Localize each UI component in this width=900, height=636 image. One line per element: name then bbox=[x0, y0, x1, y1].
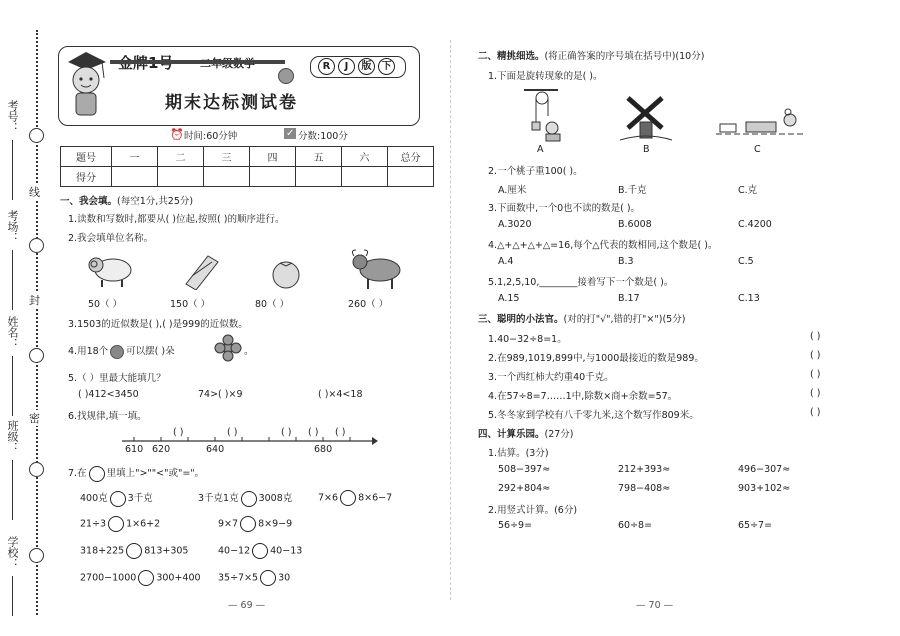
section-1-title: 一、我会填。 bbox=[60, 196, 118, 207]
seal-char-mi: 密 bbox=[29, 412, 40, 425]
page-number-right: — 70 — bbox=[636, 600, 674, 611]
table-cell: 三 bbox=[204, 147, 250, 167]
banner-bar bbox=[110, 60, 285, 64]
option[interactable]: A.4 bbox=[498, 256, 514, 267]
circle-piece-icon bbox=[110, 345, 124, 359]
q1-5a[interactable]: ( )412<3450 bbox=[78, 389, 139, 400]
option[interactable]: A.厘米 bbox=[498, 185, 527, 196]
q1-5b[interactable]: 74>( )×9 bbox=[198, 389, 243, 400]
numline-blank[interactable]: ( ) bbox=[335, 427, 346, 438]
cmp-right: 8×6−7 bbox=[358, 492, 393, 504]
binding-hole bbox=[29, 348, 44, 363]
eraser-illustration bbox=[178, 250, 222, 290]
cmp-left: 2700−1000 bbox=[80, 572, 137, 584]
score-table-score-row bbox=[61, 167, 434, 187]
clock-icon: ⏰ bbox=[170, 128, 184, 141]
numline-label: 640 bbox=[206, 444, 225, 455]
circle-blank-icon bbox=[89, 466, 105, 482]
page-divider bbox=[450, 40, 451, 600]
flower-icon bbox=[212, 334, 244, 362]
estimate-item[interactable]: 903+102≈ bbox=[738, 483, 791, 494]
mouse-truck-illustration bbox=[716, 108, 806, 142]
score-cell[interactable] bbox=[250, 167, 296, 187]
compare-circle[interactable] bbox=[126, 543, 142, 559]
score-cell[interactable] bbox=[158, 167, 204, 187]
score-cell[interactable] bbox=[388, 167, 434, 187]
q1-3: 3.1503的近似数是( ),( )是999的近似数。 bbox=[68, 319, 248, 330]
option[interactable]: C.5 bbox=[738, 256, 754, 267]
estimate-item[interactable]: 212+393≈ bbox=[618, 464, 671, 475]
numline-label: 680 bbox=[314, 444, 333, 455]
q1-5: 5.（ ）里最大能填几？ bbox=[68, 373, 166, 384]
judge-item: 3.一个西红柿大约重40千克。 bbox=[488, 372, 614, 383]
q1-7-text-a: 7.在 bbox=[68, 468, 87, 479]
compare-circle[interactable] bbox=[241, 491, 257, 507]
estimate-item[interactable]: 292+804≈ bbox=[498, 483, 551, 494]
option[interactable]: B.3 bbox=[618, 256, 634, 267]
exam-room-field[interactable] bbox=[12, 250, 13, 310]
compare-circle[interactable] bbox=[240, 516, 256, 532]
numline-label: 610 bbox=[125, 444, 144, 455]
unit-blank-ox[interactable]: 260（ ） bbox=[348, 299, 389, 310]
compare-circle[interactable] bbox=[110, 491, 126, 507]
cmp-right: 30 bbox=[278, 572, 291, 584]
table-cell: 二 bbox=[158, 147, 204, 167]
judge-blank[interactable]: ( ) bbox=[810, 369, 821, 380]
cmp-left: 400克 bbox=[80, 493, 108, 504]
numline-blank[interactable]: ( ) bbox=[227, 427, 238, 438]
cmp-right: 3千克 bbox=[127, 493, 153, 504]
cmp-left: 35÷7×5 bbox=[218, 572, 259, 584]
estimate-item[interactable]: 508−397≈ bbox=[498, 464, 551, 475]
school-field[interactable] bbox=[12, 576, 13, 616]
q2-5: 5.1,2,5,10,________接着写下一个数是( )。 bbox=[488, 277, 674, 288]
option[interactable]: A.15 bbox=[498, 293, 520, 304]
binding-dotted-line bbox=[36, 30, 38, 615]
compare-circle[interactable] bbox=[108, 516, 124, 532]
option[interactable]: A.3020 bbox=[498, 219, 532, 230]
compare-circle[interactable] bbox=[252, 543, 268, 559]
class-field[interactable] bbox=[12, 460, 13, 520]
judge-blank[interactable]: ( ) bbox=[810, 407, 821, 418]
section-4-note: (27分) bbox=[544, 429, 574, 440]
q1-4-text-b: 可以摆( )朵 bbox=[126, 346, 175, 357]
estimate-item[interactable]: 496−307≈ bbox=[738, 464, 791, 475]
score-table-header-row bbox=[61, 147, 434, 167]
numline-blank[interactable]: ( ) bbox=[173, 427, 184, 438]
q1-1: 1.读数和写数时,都要从( )位起,按照( )的顺序进行。 bbox=[68, 214, 285, 225]
seal-char-feng: 封 bbox=[29, 294, 40, 307]
cmp-right: 300+400 bbox=[156, 572, 201, 584]
compare-circle[interactable] bbox=[260, 570, 276, 586]
class-label: 班级： bbox=[6, 420, 19, 453]
judge-blank[interactable]: ( ) bbox=[810, 350, 821, 361]
table-cell: 题号 bbox=[61, 147, 112, 167]
cmp-right: 1×6+2 bbox=[126, 518, 161, 530]
judge-item: 2.在989,1019,899中,与1000最接近的数是989。 bbox=[488, 353, 704, 364]
edition-badge: J bbox=[338, 58, 355, 75]
cmp-right: 3008克 bbox=[258, 493, 293, 504]
section-2-note: (将正确答案的序号填在括号中)(10分) bbox=[544, 51, 705, 62]
option[interactable]: B.千克 bbox=[618, 185, 647, 196]
section-2-title: 二、精挑细选。 bbox=[478, 51, 545, 62]
cmp-left: 21÷3 bbox=[80, 518, 107, 530]
cmp-right: 40−13 bbox=[270, 545, 303, 557]
score-cell[interactable] bbox=[112, 167, 158, 187]
name-label: 姓名： bbox=[6, 316, 19, 349]
cmp-right: 8×9−9 bbox=[258, 518, 293, 530]
binding-hole bbox=[29, 128, 44, 143]
table-cell: 得分 bbox=[61, 167, 112, 187]
judge-item: 1.40−32÷8=1。 bbox=[488, 334, 567, 345]
division-item[interactable]: 65÷7= bbox=[738, 520, 773, 531]
table-cell: 四 bbox=[250, 147, 296, 167]
binding-hole bbox=[29, 462, 44, 477]
q1-5c[interactable]: ( )×4<18 bbox=[318, 389, 363, 400]
option[interactable]: C.克 bbox=[738, 185, 758, 196]
unit-blank-tomato[interactable]: 80（ ） bbox=[255, 299, 290, 310]
graduate-girl-illustration bbox=[62, 48, 112, 120]
check-icon: ✓ bbox=[286, 128, 295, 139]
ox-illustration bbox=[350, 248, 406, 290]
school-label: 学校： bbox=[6, 536, 19, 569]
option-c-label: C bbox=[754, 144, 761, 155]
division-item[interactable]: 60÷8= bbox=[618, 520, 653, 531]
tomato-illustration bbox=[268, 256, 304, 290]
q2-4: 4.△+△+△+△=16,每个△代表的数相同,这个数是( )。 bbox=[488, 240, 718, 251]
compare-circle[interactable] bbox=[138, 570, 154, 586]
time-limit: 时间:60分钟 bbox=[184, 131, 238, 142]
seal-char-xian: 线 bbox=[29, 186, 40, 199]
q1-6: 6.找规律,填一填。 bbox=[68, 411, 147, 422]
q1-4-text-a: 4.用18个 bbox=[68, 346, 109, 357]
page-number-left: — 69 — bbox=[228, 600, 266, 611]
judge-blank[interactable]: ( ) bbox=[810, 388, 821, 399]
section-3-title: 三、聪明的小法官。 bbox=[478, 314, 564, 325]
banner-knob bbox=[278, 68, 294, 84]
estimate-item[interactable]: 798−408≈ bbox=[618, 483, 671, 494]
full-score: 分数:100分 bbox=[298, 131, 348, 142]
judge-blank[interactable]: ( ) bbox=[810, 331, 821, 342]
judge-item: 4.在57÷8=7……1中,除数×商+余数=57。 bbox=[488, 391, 678, 402]
section-1-note: (每空1分,共25分) bbox=[117, 196, 194, 207]
cmp-left: 9×7 bbox=[218, 518, 239, 530]
q4-2: 2.用竖式计算。(6分) bbox=[488, 505, 578, 516]
q2-1: 1.下面是旋转现象的是( )。 bbox=[488, 71, 603, 82]
table-cell: 一 bbox=[112, 147, 158, 167]
score-table bbox=[60, 146, 434, 187]
compare-circle[interactable] bbox=[340, 490, 356, 506]
table-cell: 总分 bbox=[388, 147, 434, 167]
cmp-left: 3千克1克 bbox=[198, 493, 239, 504]
cmp-right: 813+305 bbox=[144, 545, 189, 557]
name-field[interactable] bbox=[12, 356, 13, 416]
option[interactable]: C.4200 bbox=[738, 219, 772, 230]
numline-label: 620 bbox=[152, 444, 171, 455]
division-item[interactable]: 56÷9= bbox=[498, 520, 533, 531]
score-cell[interactable] bbox=[342, 167, 388, 187]
option-b-label: B bbox=[643, 144, 650, 155]
unit-blank-eraser[interactable]: 150（ ） bbox=[170, 299, 211, 310]
q1-2: 2.我会填单位名称。 bbox=[68, 233, 154, 244]
exam-room-label: 考场： bbox=[6, 210, 19, 243]
binding-hole bbox=[29, 548, 44, 563]
edition-badge: 下 bbox=[378, 58, 395, 75]
option[interactable]: B.6008 bbox=[618, 219, 652, 230]
pulley-cat-illustration bbox=[522, 86, 562, 142]
q2-2: 2.一个桃子重100( )。 bbox=[488, 166, 583, 177]
section-3-note: (对的打"√",错的打"×")(5分) bbox=[563, 314, 686, 325]
score-cell[interactable] bbox=[204, 167, 250, 187]
sheep-illustration bbox=[88, 250, 138, 288]
q2-3: 3.下面数中,一个0也不读的数是( )。 bbox=[488, 203, 641, 214]
page-title: 期末达标测试卷 bbox=[165, 93, 298, 113]
unit-blank-sheep[interactable]: 50（ ） bbox=[88, 299, 123, 310]
section-4-title: 四、计算乐园。 bbox=[478, 429, 545, 440]
score-cell[interactable] bbox=[296, 167, 342, 187]
option-a-label: A bbox=[537, 144, 544, 155]
exam-number-label: 考号： bbox=[6, 100, 19, 133]
cmp-left: 318+225 bbox=[80, 545, 125, 557]
numline-blank[interactable]: ( ) bbox=[281, 427, 292, 438]
edition-badge: R bbox=[318, 58, 335, 75]
judge-item: 5.冬冬家到学校有八千零九米,这个数写作809米。 bbox=[488, 410, 699, 421]
numline-blank[interactable]: ( ) bbox=[308, 427, 319, 438]
q4-1: 1.估算。(3分) bbox=[488, 448, 549, 459]
option[interactable]: B.17 bbox=[618, 293, 640, 304]
exam-number-field[interactable] bbox=[12, 140, 13, 200]
option[interactable]: C.13 bbox=[738, 293, 760, 304]
windmill-illustration bbox=[618, 92, 674, 142]
cmp-left: 7×6 bbox=[318, 492, 339, 504]
table-cell: 五 bbox=[296, 147, 342, 167]
table-cell: 六 bbox=[342, 147, 388, 167]
q1-4-end: 。 bbox=[244, 346, 254, 357]
binding-hole bbox=[29, 238, 44, 253]
edition-badge: 版 bbox=[358, 58, 375, 75]
cmp-left: 40−12 bbox=[218, 545, 251, 557]
q1-7-text-b: 里填上">""<"或"="。 bbox=[106, 468, 205, 479]
